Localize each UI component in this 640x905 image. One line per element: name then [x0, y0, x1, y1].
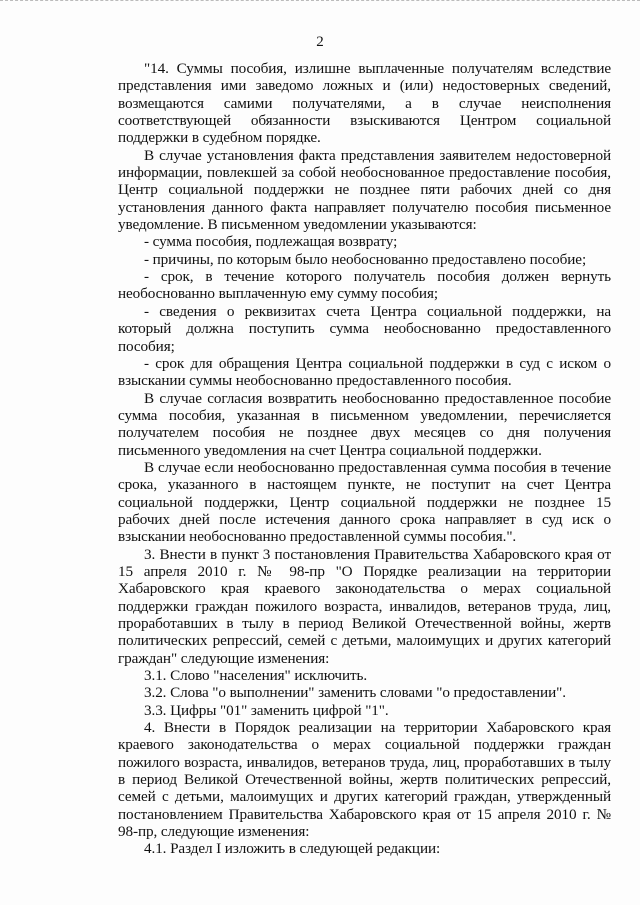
list-item: - причины, по которым было необоснованно предоставлено пособие;: [144, 250, 587, 268]
subitem-4-1: 4.1. Раздел I изложить в следующей редакции:: [144, 840, 441, 858]
subitem-3-1: 3.1. Слово "населения" исключить.: [144, 667, 368, 685]
list-item: - сумма пособия, подлежащая возврату;: [144, 233, 398, 251]
paragraph-court: В случае если необоснованно предоставленная сумма пособия в течение срока, указанного в настоящем пункте, не поступит на счет Центра социальной поддержки, Центр социальной поддержки не позднее 15 рабочих дней после истечения данного срока направляет в суд иск о взыскании необоснованно предоставленной суммы пособия.".: [118, 458, 611, 546]
subitem-3-3: 3.3. Цифры "01" заменить цифрой "1".: [144, 701, 389, 719]
paragraph-notification: В случае установления факта представления заявителем недостоверной информации, повлекшей за собой необоснованное предоставление пособия, Центр социальной поддержки не позднее пяти рабочих дней со дня установления данного факта направляет получателю пособия письменное уведомление. В письменном уведомлении указываются:: [118, 146, 611, 234]
document-body: [118, 60, 611, 858]
list-item: - сведения о реквизитах счета Центра социальной поддержки, на который должна поступить сумма необоснованно предоставленного пособия;: [118, 302, 611, 355]
paragraph-14-intro: "14. Суммы пособия, излишне выплаченные получателям вследствие представления ими заведомо ложных и (или) недостоверных сведений, возмещаются самими получателями, а в случае неисполнения соответствующей обязанности взыскиваются Центром социальной поддержки в судебном порядке.: [118, 60, 611, 147]
paragraph-item-4: 4. Внести в Порядок реализации на территории Хабаровского края краевого законодательства о мерах социальной поддержки граждан пожилого возраста, инвалидов, ветеранов труда, лиц, проработавших в тылу в период Великой Отечественной войны, жертв политических репрессий, семей с детьми, малоимущих и других категорий граждан, утвержденный постановлением Правительства Хабаровского края от 15 апреля 2010 г. № 98-пр, следующие изменения:: [118, 719, 611, 841]
list-item: - срок, в течение которого получатель пособия должен вернуть необоснованно выплаченную ему сумму пособия;: [118, 268, 611, 303]
list-item: - срок для обращения Центра социальной поддержки в суд с иском о взыскании суммы необоснованно предоставленного пособия.: [118, 354, 611, 390]
subitem-3-2: 3.2. Слова "о выполнении" заменить словами "о предоставлении".: [144, 684, 566, 702]
page-number: 2: [316, 34, 324, 50]
page-top-edge: [0, 0, 640, 3]
paragraph-item-3: 3. Внести в пункт 3 постановления Правительства Хабаровского края от 15 апреля 2010 г. № 98-пр "О Порядке реализации на территории Хабаровского края краевого законодательства о мерах социальной поддержки граждан пожилого возраста, инвалидов, ветеранов труда, лиц, проработавших в тылу в период Великой Отечественной войны, жертв политических репрессий, семей с детьми, малоимущих и других категорий граждан" следующие изменения:: [118, 545, 611, 667]
paragraph-consent: В случае согласия возвратить необоснованно предоставленное пособие сумма пособия, указанная в письменном уведомлении, перечисляется получателем пособия не позднее двух месяцев со дня получения письменного уведомления на счет Центра социальной поддержки.: [118, 389, 611, 459]
